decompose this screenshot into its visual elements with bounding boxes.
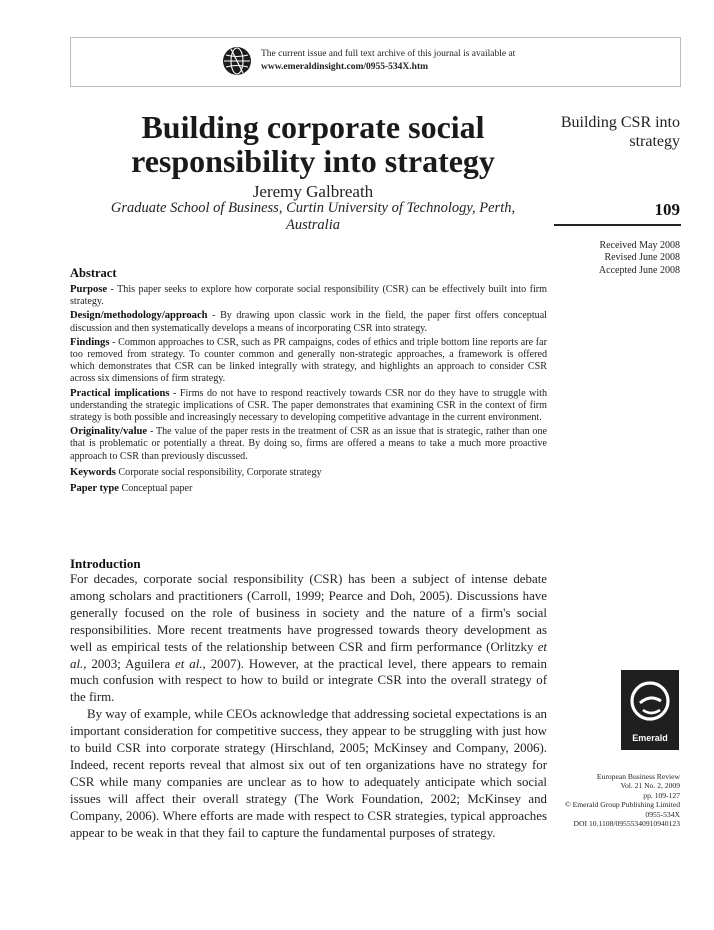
date-revised: Revised June 2008: [604, 252, 680, 264]
journal-doi[interactable]: DOI 10.1108/09555340910940123: [573, 819, 680, 829]
et-al-2: et al.: [175, 656, 203, 671]
keywords-text: Corporate social responsibility, Corporate strategy: [115, 466, 322, 478]
journal-volume: Vol. 21 No. 2, 2009: [620, 781, 680, 791]
implications-text: - Firms do not have to respond reactively towards CSR nor do they have to struggle with understanding the strategic implications of CSR. The paper demonstrates that examining CSR in the context of firm strategy is both possible and increasingly necessary to developing competitive advantage in the current environment.: [70, 387, 547, 424]
abstract-findings: [70, 337, 547, 386]
emerald-logo: [621, 670, 679, 750]
journal-issn: 0955-534X: [645, 809, 680, 819]
submission-dates: [560, 240, 680, 277]
intro-paragraph-1: [70, 571, 547, 706]
et-al-1: et al.: [70, 639, 547, 671]
emerald-logo-wordmark: Emerald: [632, 733, 668, 743]
date-accepted: Accepted June 2008: [598, 264, 680, 276]
introduction-heading: Introduction: [70, 556, 141, 571]
abstract-originality: [70, 426, 547, 463]
paper-type-text: Conceptual paper: [118, 483, 193, 495]
journal-publisher: © Emerald Group Publishing Limited: [564, 800, 680, 810]
implications-label: Practical implications: [70, 387, 170, 399]
paper-title: Building corporate social responsibility into strategy: [131, 109, 495, 179]
originality-text: - The value of the paper rests in the treatment of CSR as an issue that is strategic, rather than one that is problematic or potentially a threat. By doing so, firms are offered a means to take a much more proactive approach to CSR than previously discussed.: [70, 426, 547, 462]
intro-p1-part-c: , 2007). However, at the practical level, there appears to remain much confusion with respect to how to build or integrate CSR into the overall strategy of the firm.: [70, 656, 547, 705]
journal-name: European Business Review: [596, 772, 680, 781]
originality-label: Originality/value: [70, 426, 148, 438]
emerald-globe-icon: [222, 46, 252, 76]
introduction-body: [70, 571, 547, 842]
intro-paragraph-2: By way of example, while CEOs acknowledge that addressing societal expectations is an important consideration for competitive success, they appear to be struggling with just how to build CSR into corporate strategy (Hirschland, 2005; McKinsey and Company, 2006). Indeed, recent reports reveal that almost six out of ten organizations have no strategy for CSR while many companies are unclear as to how to adequately anticipate which social issues will affect their overall strategy (The Work Foundation, 2002; McKinsey and Company, 2006). Where efforts are made with respect to CSR strategies, typical approaches appear to be weak in that they fail to capture the fundamental purposes of strategy.: [70, 707, 547, 840]
author-affiliation: Graduate School of Business, Curtin University of Technology, Perth, Australia: [110, 200, 516, 233]
abstract-design: [70, 310, 547, 334]
keywords-label: Keywords: [70, 466, 116, 478]
banner-url-link[interactable]: www.emeraldinsight.com/0955-534X.htm: [261, 62, 429, 72]
banner-line: The current issue and full text archive of this journal is available at: [261, 49, 516, 59]
design-text: - By drawing upon classic work in the field, the paper first offers conceptual discussion and then systematically develops a means of incorporating CSR into strategy.: [70, 310, 547, 334]
journal-citation: [553, 772, 680, 828]
author-name: Jeremy Galbreath: [252, 182, 374, 201]
abstract-body: [70, 284, 547, 497]
paper-type-label: Paper type: [70, 483, 119, 495]
running-title: Building CSR into strategy: [560, 114, 680, 150]
intro-p1-part-b: , 2003; Aguilera: [83, 656, 176, 671]
purpose-label: Purpose: [70, 284, 108, 295]
intro-p1-part-a: For decades, corporate social responsibility (CSR) has been a subject of intense debate among scholars and practitioners (Carroll, 1999; Pearce and Doh, 2005). Discussions have generally focused on the role of business in society and the nature of a firm's social responsibilities. More recent treatments have progressed towards theory development as well as empirical tests of the relationship between CSR and firm performance (Orlitzky: [70, 572, 547, 654]
abstract-keywords: [70, 467, 547, 479]
journal-archive-banner: [70, 37, 681, 87]
page-number: 109: [654, 200, 680, 219]
purpose-text: - This paper seeks to explore how corporate social responsibility (CSR) can be effectively built into firm strategy.: [70, 284, 547, 308]
abstract-implications: [70, 388, 547, 425]
findings-text: - Common approaches to CSR, such as PR campaigns, codes of ethics and triple bottom line reports are far too removed from strategy. To counter common and generally non-strategic approaches, a framework is offered which demonstrates that CSR can be linked integrally with strategy, and highlights an approach to consider CSR across six dimensions of firm strategy.: [70, 336, 547, 385]
date-received: Received May 2008: [599, 240, 680, 251]
emerald-e-icon: [621, 670, 679, 732]
findings-label: Findings: [70, 336, 110, 348]
abstract-heading: Abstract: [70, 266, 117, 280]
abstract-paper-type: [70, 483, 547, 495]
margin-rule: [554, 224, 681, 226]
design-label: Design/methodology/approach: [70, 310, 208, 322]
abstract-purpose: [70, 284, 547, 308]
journal-pages: pp. 109-127: [643, 790, 680, 800]
